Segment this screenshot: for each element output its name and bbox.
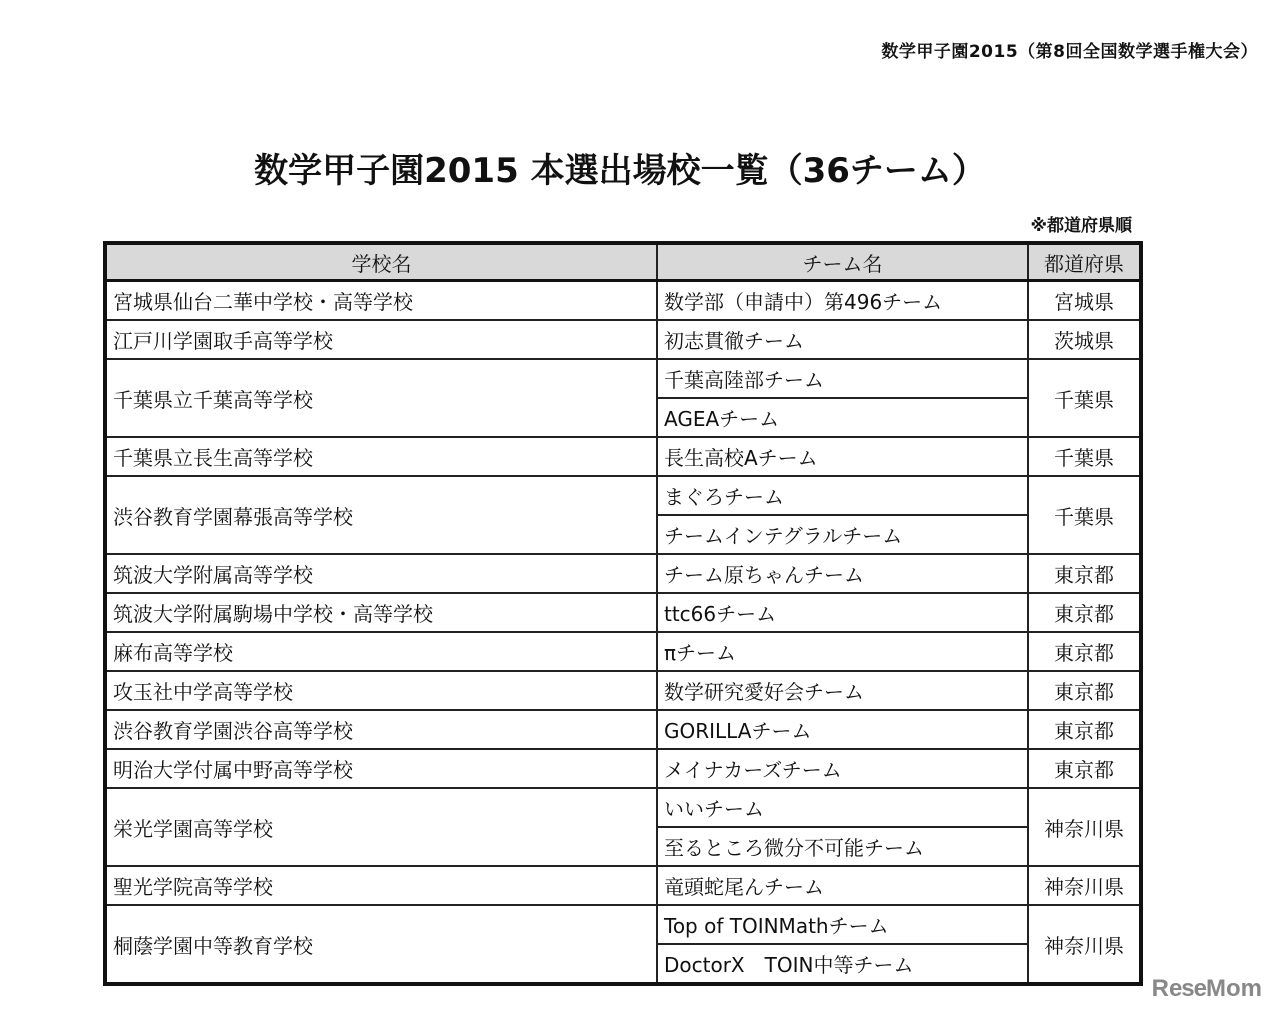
prefecture-cell: 東京都 (1028, 593, 1141, 632)
header-note: 数学甲子園2015（第8回全国数学選手権大会） (881, 42, 1258, 62)
prefecture-cell: 千葉県 (1028, 359, 1141, 437)
team-name-cell: ttc66チーム (657, 593, 1028, 632)
team-name-cell: 長生高校Aチーム (657, 437, 1028, 476)
school-name-cell: 筑波大学附属高等学校 (105, 554, 657, 593)
prefecture-cell: 千葉県 (1028, 476, 1141, 554)
school-name-cell: 筑波大学附属駒場中学校・高等学校 (105, 593, 657, 632)
team-name-cell: 数学部（申請中）第496チーム (657, 281, 1028, 321)
team-name-cell: 初志貫徹チーム (657, 320, 1028, 359)
table-row (105, 476, 1141, 515)
school-name-cell: 渋谷教育学園渋谷高等学校 (105, 710, 657, 749)
team-name-cell: AGEAチーム (657, 398, 1028, 437)
table-row (105, 671, 1141, 710)
table-row (105, 554, 1141, 593)
table-row (105, 632, 1141, 671)
prefecture-cell: 宮城県 (1028, 281, 1141, 321)
schools-table (103, 241, 1143, 986)
table-row (105, 905, 1141, 944)
team-name-cell: 竜頭蛇尾んチーム (657, 866, 1028, 905)
school-name-cell: 麻布高等学校 (105, 632, 657, 671)
team-name-cell: チームインテグラルチーム (657, 515, 1028, 554)
prefecture-cell: 東京都 (1028, 749, 1141, 788)
table-row (105, 437, 1141, 476)
table-header-row (105, 243, 1141, 281)
order-note: ※都道府県順 (1030, 216, 1132, 236)
table-row (105, 866, 1141, 905)
table-row (105, 359, 1141, 398)
school-name-cell: 明治大学付属中野高等学校 (105, 749, 657, 788)
column-header-prefecture: 都道府県 (1028, 243, 1141, 281)
column-header-school: 学校名 (105, 243, 657, 281)
team-name-cell: 数学研究愛好会チーム (657, 671, 1028, 710)
column-header-team: チーム名 (657, 243, 1028, 281)
page-title: 数学甲子園2015 本選出場校一覧（36チーム） (254, 151, 986, 191)
school-name-cell: 千葉県立長生高等学校 (105, 437, 657, 476)
table-row (105, 593, 1141, 632)
resemom-logo: ReseMom (1151, 975, 1262, 1002)
team-name-cell: DoctorX TOIN中等チーム (657, 944, 1028, 984)
prefecture-cell: 東京都 (1028, 554, 1141, 593)
school-name-cell: 桐蔭学園中等教育学校 (105, 905, 657, 984)
team-name-cell: いいチーム (657, 788, 1028, 827)
table-row (105, 710, 1141, 749)
team-name-cell: チーム原ちゃんチーム (657, 554, 1028, 593)
prefecture-cell: 神奈川県 (1028, 905, 1141, 984)
team-name-cell: Top of TOINMathチーム (657, 905, 1028, 944)
prefecture-cell: 神奈川県 (1028, 866, 1141, 905)
prefecture-cell: 東京都 (1028, 632, 1141, 671)
team-name-cell: 至るところ微分不可能チーム (657, 827, 1028, 866)
school-name-cell: 栄光学園高等学校 (105, 788, 657, 866)
team-name-cell: 千葉高陸部チーム (657, 359, 1028, 398)
prefecture-cell: 神奈川県 (1028, 788, 1141, 866)
team-name-cell: πチーム (657, 632, 1028, 671)
prefecture-cell: 茨城県 (1028, 320, 1141, 359)
prefecture-cell: 東京都 (1028, 710, 1141, 749)
school-name-cell: 江戸川学園取手高等学校 (105, 320, 657, 359)
school-name-cell: 攻玉社中学高等学校 (105, 671, 657, 710)
table-row (105, 281, 1141, 321)
table-row (105, 749, 1141, 788)
table-row (105, 788, 1141, 827)
school-name-cell: 渋谷教育学園幕張高等学校 (105, 476, 657, 554)
team-name-cell: GORILLAチーム (657, 710, 1028, 749)
prefecture-cell: 東京都 (1028, 671, 1141, 710)
table-row (105, 320, 1141, 359)
team-name-cell: まぐろチーム (657, 476, 1028, 515)
school-name-cell: 聖光学院高等学校 (105, 866, 657, 905)
team-name-cell: メイナカーズチーム (657, 749, 1028, 788)
prefecture-cell: 千葉県 (1028, 437, 1141, 476)
school-name-cell: 宮城県仙台二華中学校・高等学校 (105, 281, 657, 321)
school-name-cell: 千葉県立千葉高等学校 (105, 359, 657, 437)
